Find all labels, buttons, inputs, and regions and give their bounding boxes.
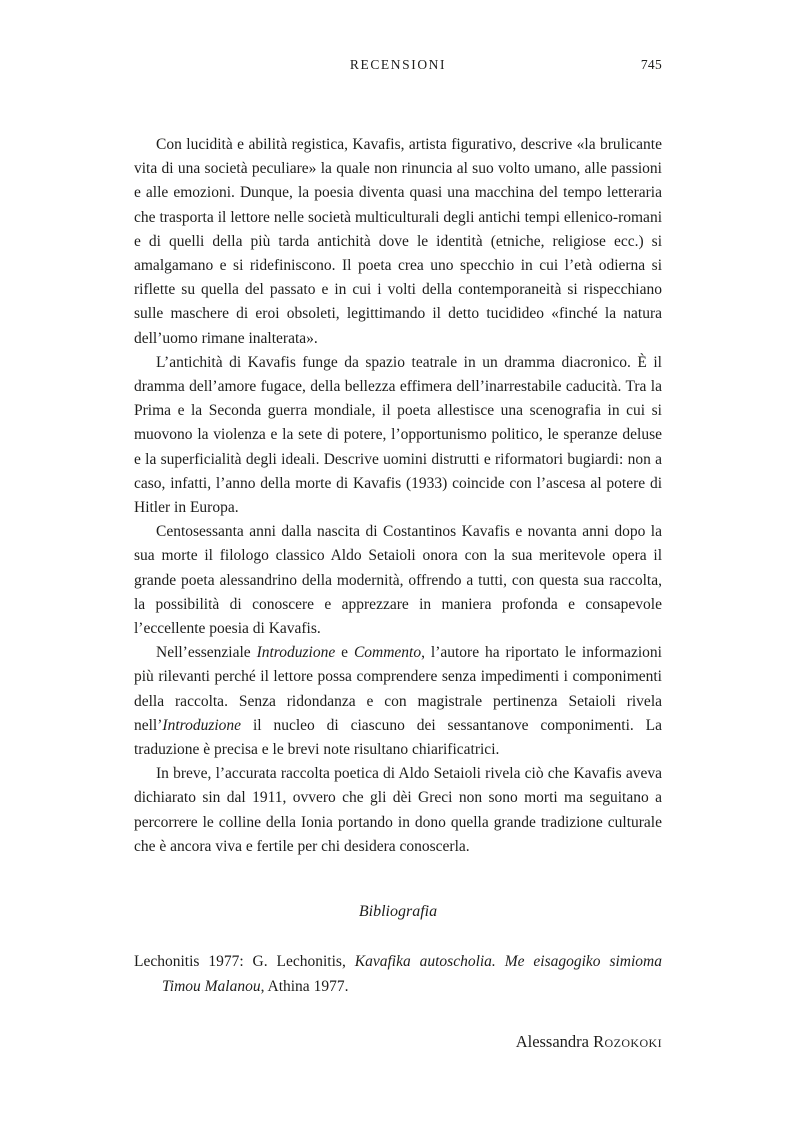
text-segment: Lechonitis 1977: G. Lechonitis,: [134, 953, 355, 971]
page-content: [134, 56, 662, 1053]
text-segment: In breve, l’accurata raccolta poetica di Aldo Setaioli rivela ciò che Kavafis aveva dichiarato sin dal 1911, ovvero che gli dèi Greci non sono morti ma seguitano a percorrere le colline della Ionia portando in dono quella grande tradizione culturale che è ancora viva e fertile per chi desidera conoscerla.: [134, 765, 662, 855]
review-paragraph-4: [134, 641, 662, 762]
running-title: RECENSIONI: [349, 57, 447, 72]
author-signature: [134, 1031, 662, 1053]
review-body: [134, 133, 662, 859]
text-segment: , Athina 1977.: [260, 977, 349, 995]
page-header: [134, 56, 662, 74]
text-segment: Commento: [353, 644, 422, 662]
text-segment: il nucleo di ciascuno dei sessantanove componimenti. La traduzione è precisa e le brevi note risultano chiarificatrici.: [134, 716, 662, 759]
text-segment: L’antichità di Kavafis funge da spazio teatrale in un dramma diacronico. È il dramma dell’amore fugace, della bellezza effimera dell’inarrestabile caducità. Tra la Prima e la Seconda guerra mondiale, il poeta allestisce una scenografia in cui si muovono la violenza e la sete di potere, l’opportunismo politico, le speranze deluse e la superficialità degli ideali. Descrive uomini distrutti e riformatori bugiardi: non a caso, infatti, l’anno della morte di Kavafis (1933) coincide con l’ascesa al potere di Hitler in Europa.: [134, 353, 662, 517]
text-segment: e: [335, 644, 354, 662]
text-segment: Rozokoki: [593, 1032, 662, 1052]
text-segment: Con lucidità e abilità registica, Kavafis, artista figurativo, descrive «la brulicante vita di una società peculiare» la quale non rinuncia al suo volto umano, alle passioni e alle emozioni. Dunque, la poesia diventa quasi una macchina del tempo letteraria che trasporta il lettore nelle società multiculturali degli antichi tempi ellenico-romani e di quelli della più tarda antichità dove le identità (etniche, religiose ecc.) si amalgamano e si ridefiniscono. Il poeta crea uno specchio in cui l’età odierna si riflette su quella del passato e in cui i volti della contemporaneità si rispecchiano sulle maschere di eroi obsoleti, legittimando il detto tucidideo «finché la natura dell’uomo rimane inalterata».: [134, 136, 662, 347]
text-segment: Introduzione: [256, 644, 336, 662]
text-segment: Alessandra: [515, 1032, 594, 1052]
review-paragraph-1: [134, 133, 662, 351]
text-segment: Kavafika autoscholia. Me eisagogiko simioma Timou Malanou: [162, 953, 662, 995]
review-paragraph-5: [134, 762, 662, 859]
text-segment: Nell’essenziale: [156, 644, 257, 662]
text-segment: Introduzione: [162, 716, 242, 734]
review-paragraph-2: [134, 351, 662, 520]
text-segment: Centosessanta anni dalla nascita di Costantinos Kavafis e novanta anni dopo la sua morte il filologo classico Aldo Setaioli onora con la sua meritevole opera il grande poeta alessandrino della modernità, offrendo a tutti, con questa sua raccolta, la possibilità di conoscere e apprezzare in maniera profonda e consapevole l’eccellente poesia di Kavafis.: [134, 523, 662, 638]
review-paragraph-3: [134, 520, 662, 641]
bibliography-entry: [134, 950, 662, 999]
text-segment: , l’autore ha riportato le informazioni più rilevanti perché il lettore possa comprendere senza impedimenti i componimenti della raccolta. Senza ridondanza e con magistrale pertinenza Setaioli rivela nell’: [134, 644, 662, 734]
bibliography-heading: Bibliografia: [358, 903, 438, 921]
page-number: 745: [640, 57, 662, 72]
